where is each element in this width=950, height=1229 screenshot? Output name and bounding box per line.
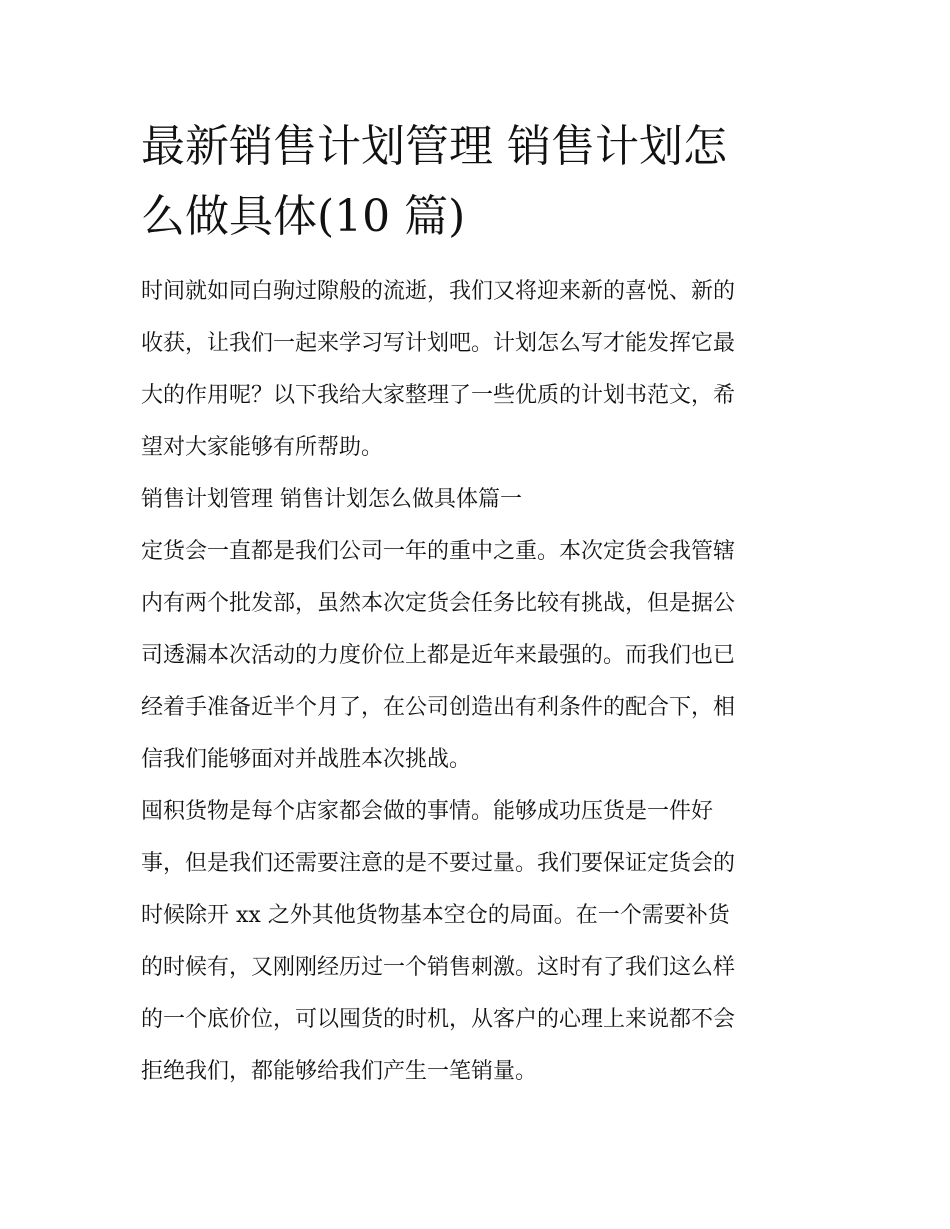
intro-line-2: 收获，让我们一起来学习写计划吧。计划怎么写才能发挥它最	[141, 331, 736, 356]
section-heading-text: 销售计划管理 销售计划怎么做具体篇一	[141, 487, 522, 512]
paragraph-1-line-1: 定货会一直都是我们公司一年的重中之重。本次定货会我管辖	[141, 539, 736, 564]
document-title-line-1: 最新销售计划管理 销售计划怎	[141, 121, 727, 172]
paragraph-1-line-4: 经着手准备近半个月了，在公司创造出有利条件的配合下，相	[141, 695, 736, 720]
intro-line-3: 大的作用呢？以下我给大家整理了一些优质的计划书范文，希	[141, 383, 736, 408]
paragraph-1-line-3: 司透漏本次活动的力度价位上都是近年来最强的。而我们也已	[141, 643, 736, 668]
intro-line-4: 望对大家能够有所帮助。	[141, 435, 384, 460]
paragraph-2-line-5: 的一个底价位，可以囤货的时机，从客户的心理上来说都不会	[141, 1007, 736, 1032]
intro-paragraph	[141, 266, 816, 474]
paragraph-2-line-6: 拒绝我们，都能够给我们产生一笔销量。	[141, 1059, 538, 1084]
paragraph-2-line-2: 事，但是我们还需要注意的是不要过量。我们要保证定货会的	[141, 851, 736, 876]
section-heading	[141, 474, 816, 526]
intro-line-1: 时间就如同白驹过隙般的流逝，我们又将迎来新的喜悦、新的	[141, 279, 736, 304]
paragraph-2-line-1: 囤积货物是每个店家都会做的事情。能够成功压货是一件好	[141, 799, 714, 824]
paragraph-2-line-3: 时候除开 xx 之外其他货物基本空仓的局面。在一个需要补货	[141, 903, 730, 928]
document-title-line-2: 么做具体(10 篇)	[141, 191, 466, 242]
document-body	[141, 112, 816, 1098]
paragraph-1	[141, 526, 816, 786]
paragraph-2	[141, 786, 816, 1098]
paragraph-2-line-4: 的时候有，又刚刚经历过一个销售刺激。这时有了我们这么样	[141, 955, 736, 980]
paragraph-1-line-2: 内有两个批发部，虽然本次定货会任务比较有挑战，但是据公	[141, 591, 736, 616]
paragraph-1-line-5: 信我们能够面对并战胜本次挑战。	[141, 747, 472, 772]
document-title	[141, 112, 816, 252]
